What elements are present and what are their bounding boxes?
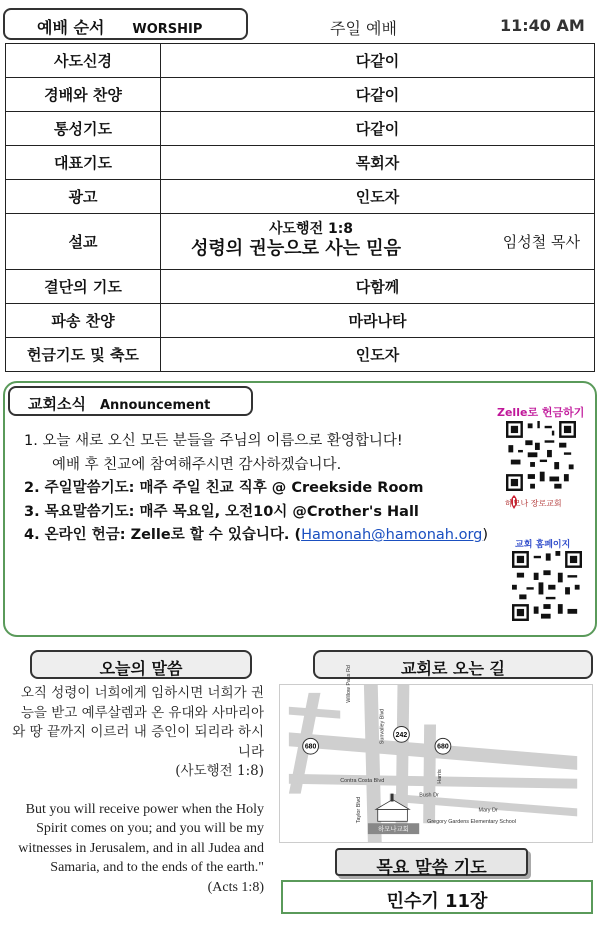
table-row [6, 78, 595, 112]
highway-242-icon [394, 726, 410, 742]
order-part: 광고 [6, 180, 161, 214]
thursday-prayer-title: 목요 말씀 기도 [335, 848, 528, 876]
announcement-list [24, 430, 494, 548]
table-row [6, 180, 595, 214]
order-part: 통성기도 [6, 112, 161, 146]
highway-680-left-icon [303, 738, 319, 754]
order-part: 사도신경 [6, 44, 161, 78]
directions-section-title: 교회로 오는 길 [313, 650, 593, 679]
hwy-680-left-label: 680 [304, 743, 317, 751]
order-leader: 마라나타 [161, 304, 595, 338]
list-item [24, 524, 494, 548]
sermon-preacher: 임성철 목사 [502, 233, 580, 251]
verse-english-text: But you will receive power when the Holy Spirit comes on you; and you will be my witnesses in Jerusalem, and in all Judea and Samaria, and to the ends of the earth." [18, 802, 264, 876]
order-part: 헌금기도 및 축도 [6, 338, 161, 372]
verse-english-ref: (Acts 1:8) [207, 879, 264, 895]
order-part: 결단의 기도 [6, 270, 161, 304]
order-part: 경배와 찬양 [6, 78, 161, 112]
sermon-reference: 사도행전 1:8 [269, 221, 354, 237]
map-label-harris: Harris [436, 769, 443, 784]
church-logo-text: 하모나 장로교회 [505, 499, 562, 508]
verse-korean-ref: (사도행전 1:8) [175, 763, 264, 779]
map-label-taylor: Taylor Blvd [355, 796, 362, 824]
table-row [6, 304, 595, 338]
verse-korean [8, 684, 264, 782]
sermon-cell [161, 214, 595, 270]
map-label-sunvalley: Sunvalley Blvd [379, 708, 386, 745]
zelle-label: Zelle로 헌금하기 [497, 406, 585, 419]
worship-title-kr: 예배 순서 [37, 18, 105, 37]
table-row [6, 44, 595, 78]
homepage-label: 교회 홈페이지 [515, 540, 571, 550]
table-row [6, 338, 595, 372]
order-leader: 목회자 [161, 146, 595, 180]
order-leader: 다함께 [161, 270, 595, 304]
list-item: 예배 후 친교에 참여해주시면 감사하겠습니다. [52, 456, 342, 473]
thursday-passage: 민수기 11장 [281, 880, 593, 914]
map-label-mary: Mary Dr [478, 807, 498, 814]
order-part: 파송 찬양 [6, 304, 161, 338]
verse-korean-text: 오직 성령이 너희에게 임하시면 너희가 권능을 받고 예루살렘과 온 유대와 사마리아와 땅 끝까지 이르러 내 증인이 되리라 하시니라 [12, 685, 264, 760]
order-part: 설교 [6, 214, 161, 270]
service-time: 11:40 AM [500, 16, 585, 35]
sermon-title: 성령의 권능으로 사는 믿음 [191, 238, 402, 259]
map-label-church: 하모나교회 [378, 825, 410, 834]
list-item: 1. 오늘 새로 오신 모든 분들을 주님의 이름으로 환영합니다! [24, 433, 403, 449]
list-item: 2. 주일말씀기도: 매주 주일 친교 직후 @ Creekside Room [24, 480, 424, 496]
list-item: 3. 목요말씀기도: 매주 목요일, 오전10시 @Crother's Hall [24, 503, 419, 520]
email-link[interactable]: Hamonah@hamonah.org [301, 527, 483, 543]
verse-english [8, 800, 264, 897]
announcement-section-title [8, 386, 253, 416]
hwy-680-right-label: 680 [437, 743, 449, 751]
order-leader: 인도자 [161, 338, 595, 372]
hwy-242-label: 242 [395, 731, 408, 739]
map-label-willow: Willow Pass Rd [346, 665, 353, 703]
service-name: 주일 예배 [330, 19, 397, 38]
order-leader: 인도자 [161, 180, 595, 214]
sermon-row [6, 214, 595, 270]
map-label-contra: Contra Costa Blvd [340, 777, 385, 784]
worship-order-table [5, 43, 595, 372]
table-row [6, 112, 595, 146]
highway-680-right-icon [435, 738, 451, 754]
online-giving-text: 4. 온라인 헌금: Zelle로 할 수 있습니다. ( [24, 527, 302, 543]
homepage-qr-code-icon[interactable] [512, 551, 582, 621]
zelle-qr-code-icon[interactable] [506, 421, 576, 491]
order-leader: 다같이 [161, 78, 595, 112]
map-road-harris [423, 724, 436, 823]
order-part: 대표기도 [6, 146, 161, 180]
worship-section-title [3, 8, 248, 40]
map-label-school: Gregory Gardens Elementary School [427, 819, 517, 826]
map-label-bush: Bush Dr [419, 792, 439, 799]
email-close-paren: ) [482, 527, 489, 543]
announcement-title-en: Announcement [99, 398, 211, 413]
table-row [6, 146, 595, 180]
word-section-title: 오늘의 말씀 [30, 650, 252, 679]
announcement-title-kr: 교회소식 [28, 395, 86, 413]
order-leader: 다같이 [161, 112, 595, 146]
table-row [6, 270, 595, 304]
order-leader: 다같이 [161, 44, 595, 78]
worship-title-en: WORSHIP [132, 22, 203, 37]
